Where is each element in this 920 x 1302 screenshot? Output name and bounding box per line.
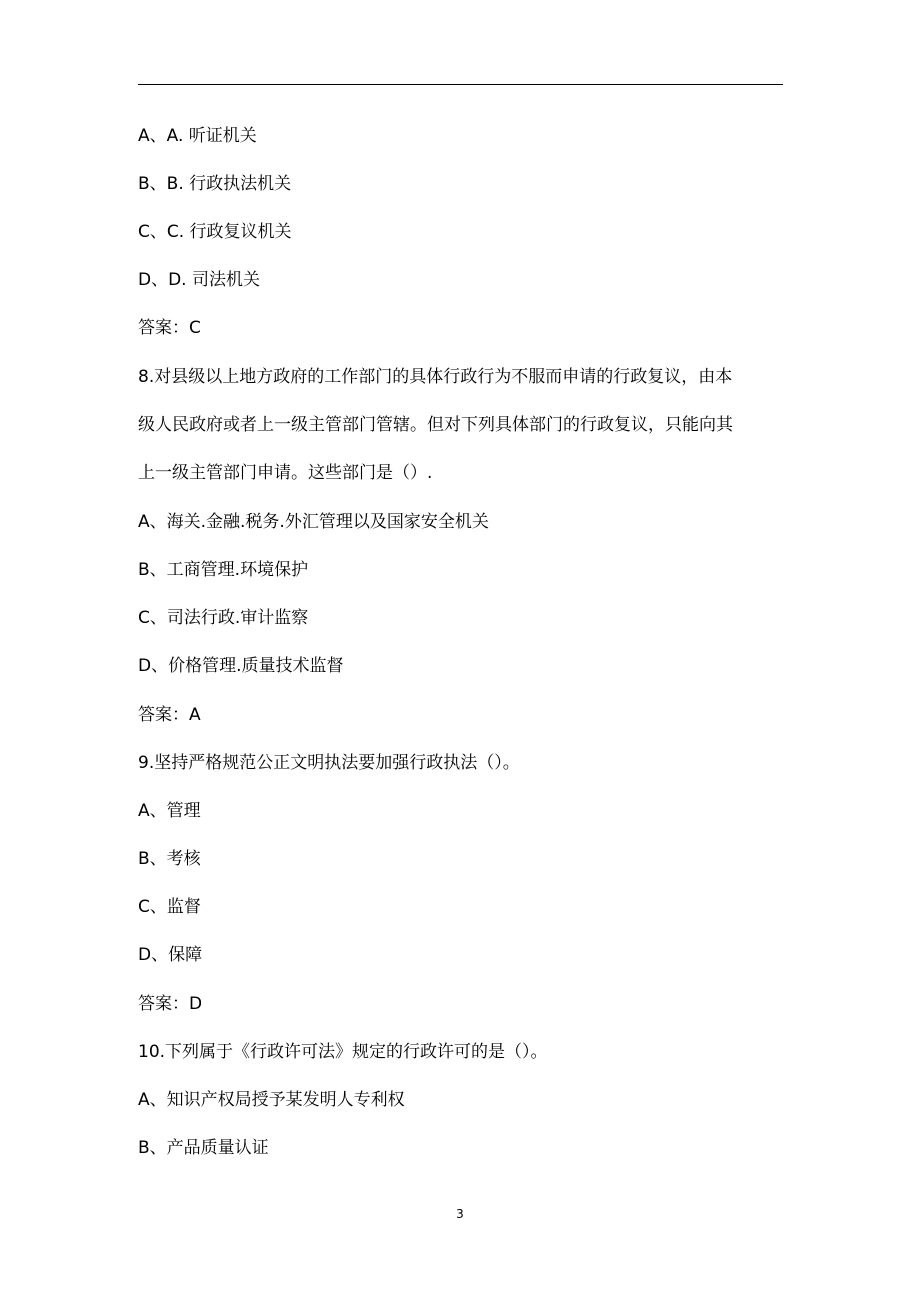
q9-option-b: B、考核	[138, 849, 201, 869]
q9-option-a: A、管理	[138, 801, 201, 821]
q9-option-c: C、监督	[138, 897, 201, 917]
q8-answer: 答案：A	[138, 705, 201, 725]
header-rule	[138, 84, 783, 85]
q9-option-d: D、保障	[138, 945, 203, 965]
q8-option-d: D、价格管理.质量技术监督	[138, 656, 344, 676]
q8-stem-line-2: 级人民政府或者上一级主管部门管辖。但对下列具体部门的行政复议，只能向其	[138, 415, 733, 435]
q8-stem-line-1: 8.对县级以上地方政府的工作部门的具体行政行为不服而申请的行政复议，由本	[138, 367, 733, 387]
q8-option-a: A、海关.金融.税务.外汇管理以及国家安全机关	[138, 512, 489, 532]
q7-option-b: B、B. 行政执法机关	[138, 174, 292, 194]
q7-answer: 答案：C	[138, 318, 201, 338]
q8-stem-line-3: 上一级主管部门申请。这些部门是（）.	[138, 463, 433, 483]
page-number: 3	[456, 1207, 464, 1221]
q10-stem: 10.下列属于《行政许可法》规定的行政许可的是（）。	[138, 1042, 548, 1062]
q7-option-a: A、A. 听证机关	[138, 126, 257, 146]
q7-option-d: D、D. 司法机关	[138, 270, 260, 290]
q8-option-c: C、司法行政.审计监察	[138, 608, 309, 628]
q10-option-b: B、产品质量认证	[138, 1138, 269, 1158]
q9-stem: 9.坚持严格规范公正文明执法要加强行政执法（）。	[138, 753, 520, 773]
q10-option-a: A、知识产权局授予某发明人专利权	[138, 1090, 405, 1110]
q7-option-c: C、C. 行政复议机关	[138, 222, 292, 242]
q9-answer: 答案：D	[138, 994, 203, 1014]
q8-option-b: B、工商管理.环境保护	[138, 560, 309, 580]
